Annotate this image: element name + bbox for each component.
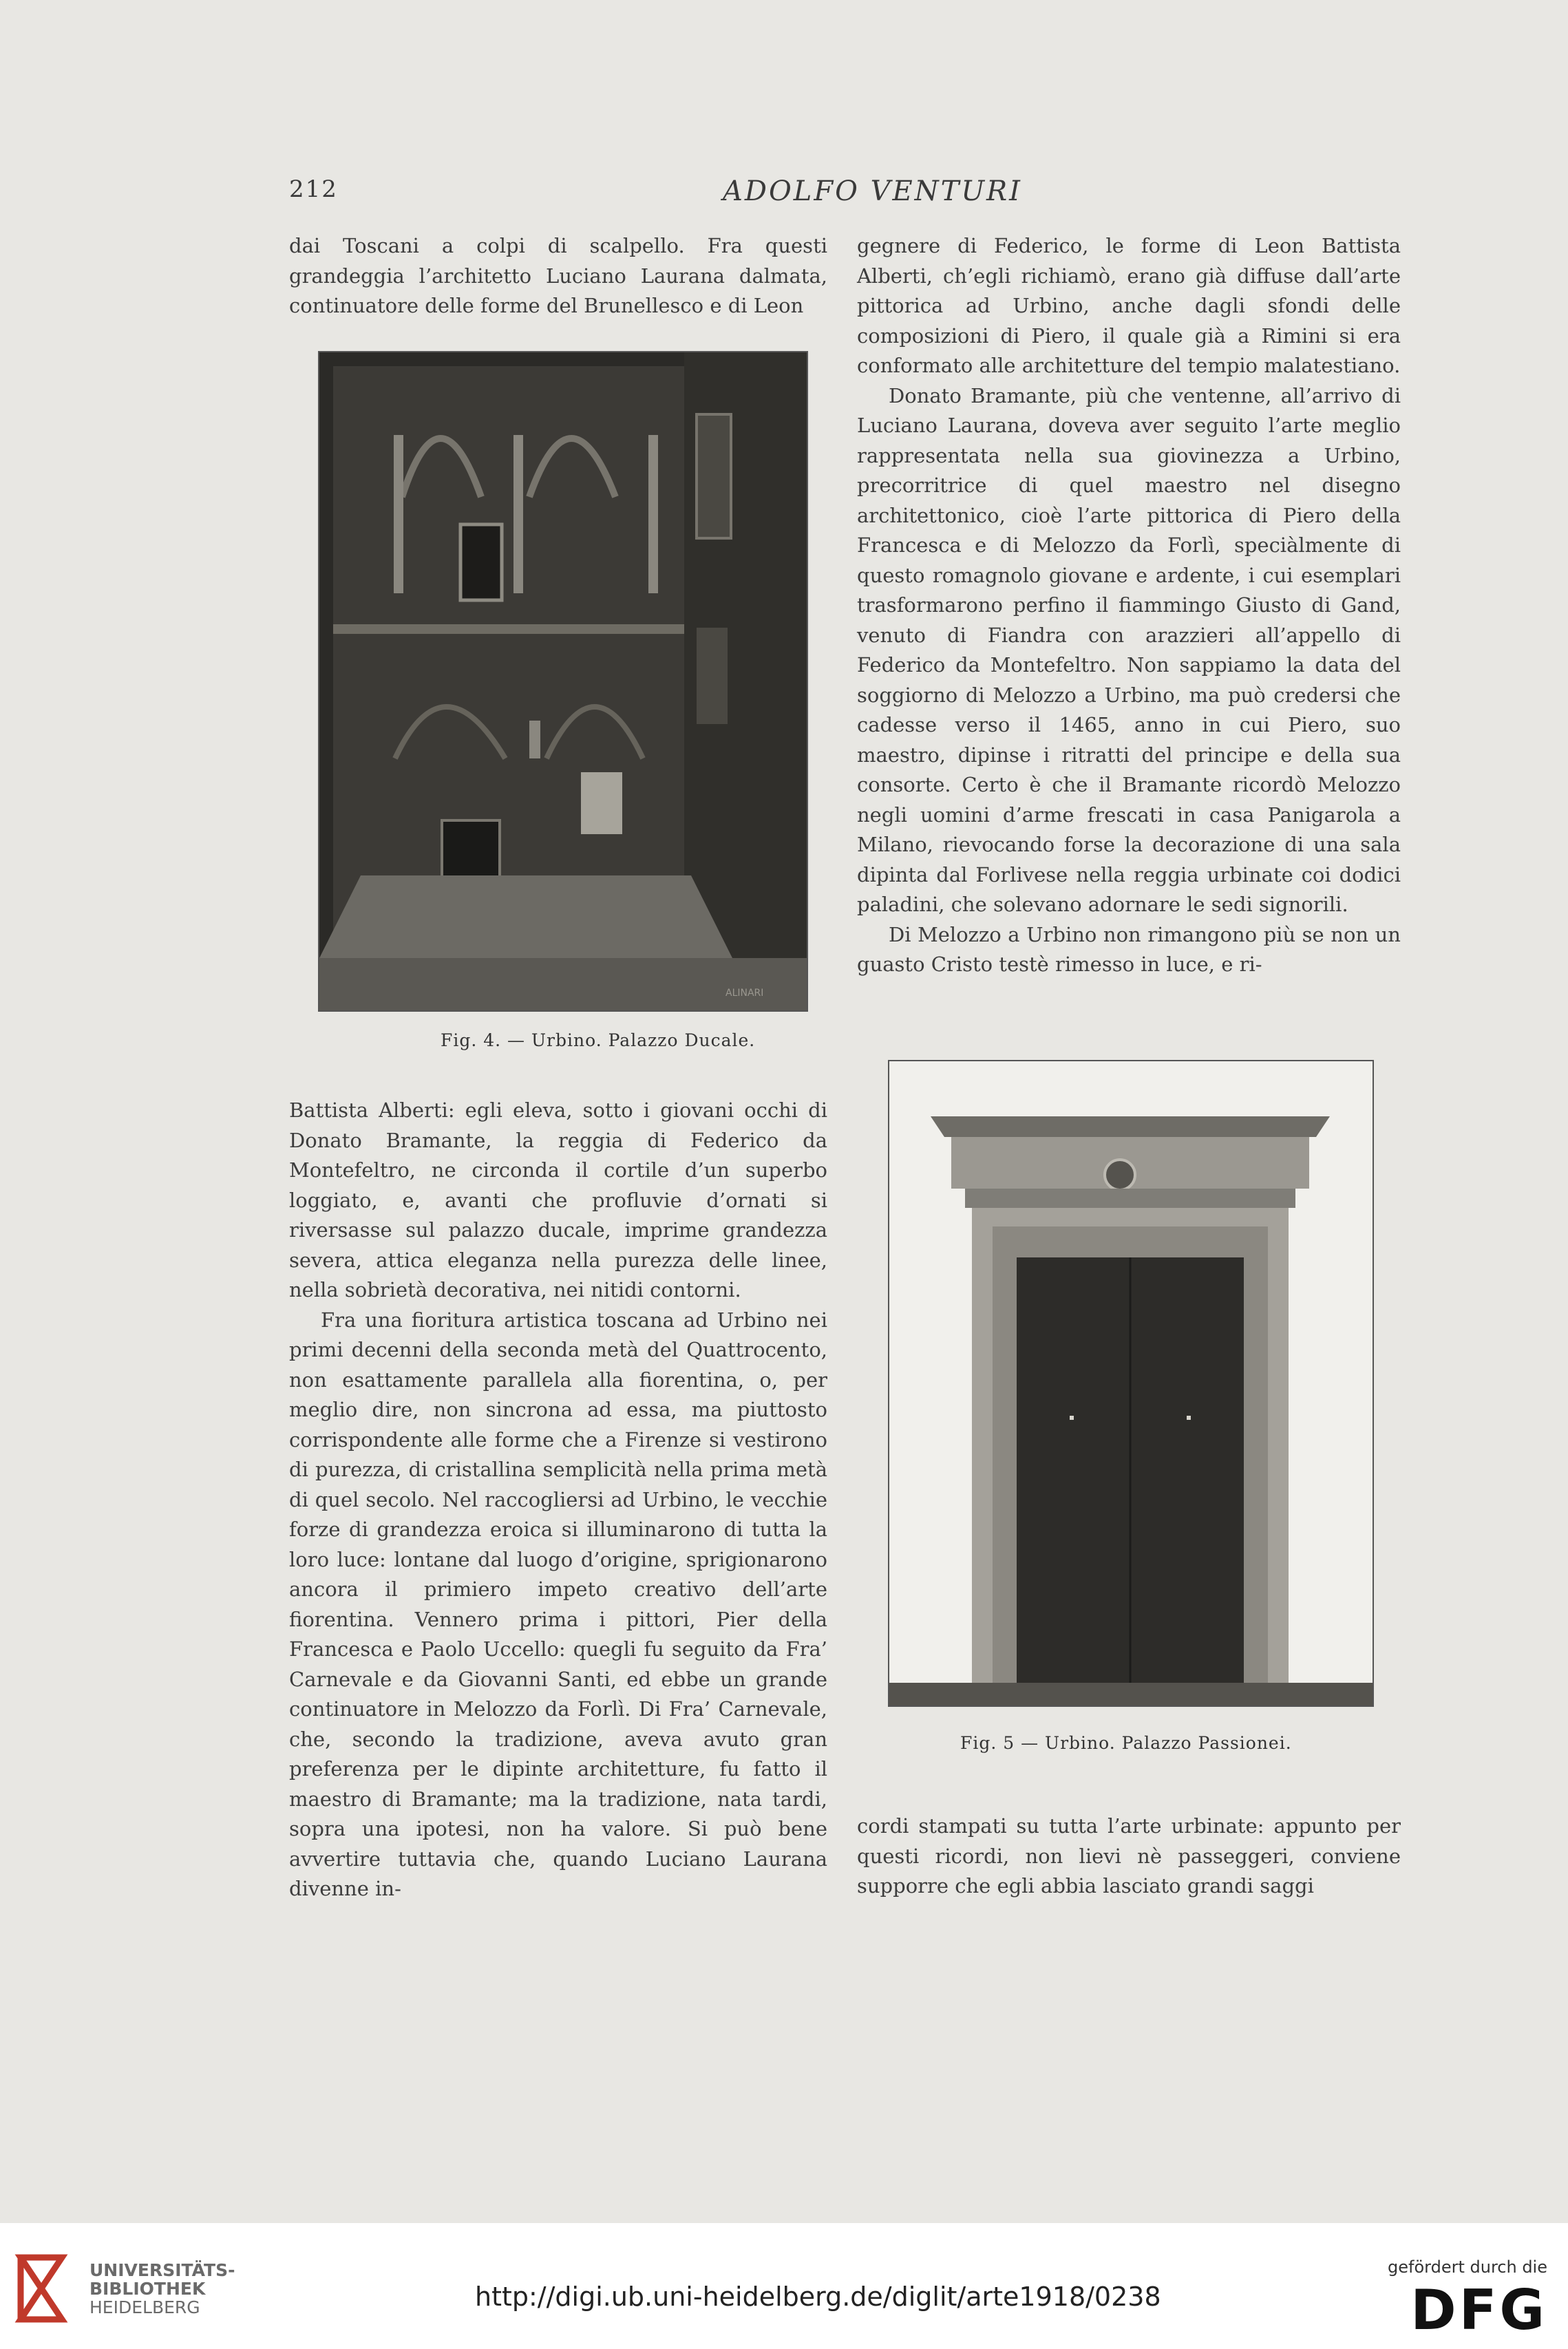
source-url-link[interactable]: http://digi.ub.uni-heidelberg.de/diglit/arte1918/0238 <box>475 2282 1161 2312</box>
right-column-top <box>857 231 1401 980</box>
palazzo-ducale-courtyard-image <box>319 352 807 1010</box>
paragraph: cordi stampati su tutta l’arte urbinate: appunto per questi ricordi, non lievi nè passeggeri, conviene supporre che egli abbia lasciato grandi saggi <box>857 1814 1401 1898</box>
left-column-top <box>289 231 827 321</box>
paragraph: gegnere di Federico, le forme di Leon Battista Alberti, ch’egli richiamò, erano già diffuse dall’arte pittorica ad Urbino, anche dagli sfondi delle composizioni di Piero, il quale già a Rimini si era conformato alle architetture del tempio malatestiano. <box>857 234 1401 377</box>
university-library-logo-icon <box>14 2251 79 2330</box>
digitization-footer <box>0 2223 1568 2349</box>
paragraph: Donato Bramante, più che ventenne, all’arrivo di Luciano Laurana, doveva aver seguito l’arte meglio rappresentata nella sua giovinezza a Urbino, precorritrice di quel maestro nel disegno architettonico, cioè l’arte pittorica di Piero della Francesca e di Melozzo da Forlì, speciàlmente di questo romagnolo giovane e ardente, i cui esemplari trasformarono perfino il fiammingo Giusto di Gand, venuto di Fiandra con arazzieri all’appello di Federico da Montefeltro. Non sappiamo la data del soggiorno di Melozzo a Urbino, ma può credersi che cadesse verso il 1465, anno in cui Piero, suo maestro, dipinse i ritratti del principe e della sua consorte. Certo è che il Bramante ricordò Melozzo negli uomini d’arme frescati in casa Panigarola a Milano, rievocando forse la decorazione di una sala dipinta dal Forlivese nella reggia urbinate coi dodici paladini, che solevano adornare le sedi signorili. <box>857 383 1401 916</box>
figure-4-caption: Fig. 4. — Urbino. Palazzo Ducale. <box>441 1030 756 1050</box>
running-title: ADOLFO VENTURI <box>723 176 1022 207</box>
library-name: UNIVERSITÄTS- BIBLIOTHEK HEIDELBERG <box>89 2260 235 2317</box>
paragraph: Di Melozzo a Urbino non rimangono più se non un guasto Cristo testè rimesso in luce, e ri- <box>857 922 1401 976</box>
palazzo-passionei-doorway-image <box>889 1061 1373 1705</box>
figure-4-photo <box>318 351 808 1012</box>
funding-label: gefördert durch die <box>1388 2257 1547 2277</box>
page-number: 212 <box>289 176 338 203</box>
figure-5-photo <box>888 1060 1374 1707</box>
right-column-bottom <box>857 1811 1401 1902</box>
figure-5-caption: Fig. 5 — Urbino. Palazzo Passionei. <box>960 1733 1292 1753</box>
paragraph: Battista Alberti: egli eleva, sotto i giovani occhi di Donato Bramante, la reggia di Federico da Montefeltro, ne circonda il cortile d’un superbo loggiato, e, avanti che profluvie d’ornati si riversasse sul palazzo ducale, imprime grandezza severa, attica eleganza nella purezza delle linee, nella sobrietà decorativa, nei nitidi contorni. <box>289 1098 827 1301</box>
page-header <box>289 176 1404 210</box>
paragraph: Fra una fioritura artistica toscana ad Urbino nei primi decenni della seconda metà del Quattrocento, non esattamente parallela alla fiorentina, o, per meglio dire, non sincrona ad essa, ma piuttosto corrispondente alle forme che a Firenze si vestirono di purezza, di cristallina semplicità nella prima metà di quel secolo. Nel raccogliersi ad Urbino, le vecchie forze di grandezza eroica si illuminarono di tutta la loro luce: lontane dal luogo d’origine, sprigionarono ancora il primiero impeto creativo dell’arte fiorentina. Vennero prima i pittori, Pier della Francesca e Paolo Uccello: quegli fu seguito da Fra’ Carnevale e da Giovanni Santi, ed ebbe un grande continuatore in Melozzo da Forlì. Di Fra’ Carnevale, che, secondo la tradizione, aveva avuto gran preferenza per le dipinte architetture, fu fatto il maestro di Bramante; ma la tradizione, nata tardi, sopra una ipotesi, non ha valore. Si può bene avvertire tuttavia che, quando Luciano Laurana divenne in- <box>289 1308 827 1900</box>
dfg-logo: DFG <box>1410 2278 1547 2342</box>
paragraph: dai Toscani a colpi di scalpello. Fra questi grandeggia l’architetto Luciano Laurana dalmata, continuatore delle forme del Brunellesco e di Leon <box>289 234 827 317</box>
photo-stamp: ALINARI <box>725 988 764 999</box>
left-column-bottom <box>289 1096 827 1904</box>
